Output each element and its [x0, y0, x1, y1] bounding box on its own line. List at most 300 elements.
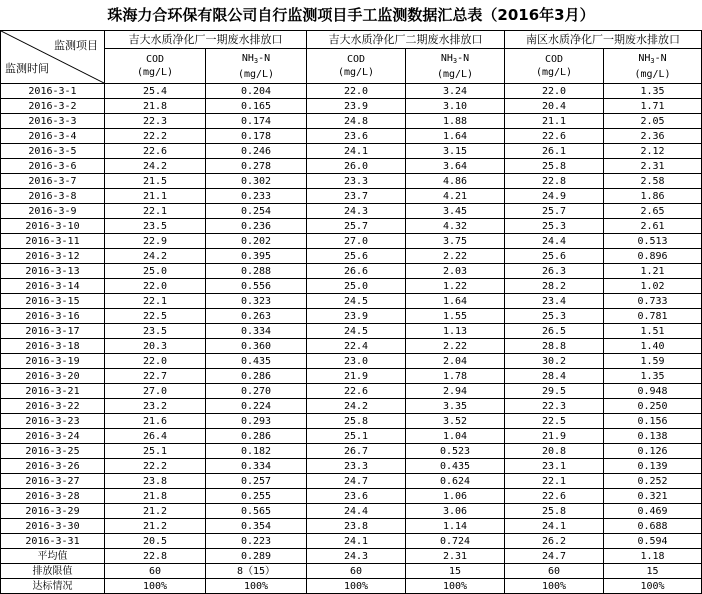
param-header-nh3n: [604, 49, 702, 84]
value-cell: 1.18: [604, 549, 702, 564]
value-cell: 22.6: [105, 144, 206, 159]
value-cell: 60: [307, 564, 406, 579]
table-row: [1, 129, 702, 144]
value-cell: 0.334: [206, 459, 307, 474]
value-cell: 2.03: [406, 264, 505, 279]
value-cell: 21.2: [105, 504, 206, 519]
value-cell: 0.733: [604, 294, 702, 309]
param-header-cod: [307, 49, 406, 84]
summary-row: [1, 549, 702, 564]
row-label-cell: 2016-3-29: [1, 504, 105, 519]
value-cell: 60: [505, 564, 604, 579]
value-cell: 23.6: [307, 129, 406, 144]
value-cell: 21.1: [105, 189, 206, 204]
value-cell: 22.6: [505, 129, 604, 144]
value-cell: 0.286: [206, 369, 307, 384]
value-cell: 21.5: [105, 174, 206, 189]
value-cell: 100%: [406, 579, 505, 594]
header-row-params: [1, 49, 702, 84]
value-cell: 23.3: [307, 174, 406, 189]
value-cell: 3.06: [406, 504, 505, 519]
value-cell: 3.35: [406, 399, 505, 414]
group-header-jida-phase1: 吉大水质净化厂一期废水排放口: [105, 31, 307, 49]
value-cell: 2.31: [406, 549, 505, 564]
row-label-cell: 2016-3-19: [1, 354, 105, 369]
value-cell: 23.6: [307, 489, 406, 504]
value-cell: 22.5: [505, 414, 604, 429]
table-row: [1, 189, 702, 204]
value-cell: 0.252: [604, 474, 702, 489]
row-label-cell: 平均值: [1, 549, 105, 564]
value-cell: 20.8: [505, 444, 604, 459]
table-row: [1, 444, 702, 459]
table-row: [1, 369, 702, 384]
value-cell: 22.0: [105, 354, 206, 369]
value-cell: 22.6: [505, 489, 604, 504]
value-cell: 1.55: [406, 309, 505, 324]
row-label-cell: 2016-3-13: [1, 264, 105, 279]
value-cell: 24.3: [307, 204, 406, 219]
value-cell: 0.469: [604, 504, 702, 519]
value-cell: 23.3: [307, 459, 406, 474]
value-cell: 0.270: [206, 384, 307, 399]
table-row: [1, 339, 702, 354]
value-cell: 22.3: [505, 399, 604, 414]
value-cell: 24.5: [307, 294, 406, 309]
value-cell: 21.2: [105, 519, 206, 534]
value-cell: 1.14: [406, 519, 505, 534]
unit-label: (mg/L): [634, 68, 671, 80]
value-cell: 100%: [604, 579, 702, 594]
value-cell: 0.182: [206, 444, 307, 459]
value-cell: 1.64: [406, 294, 505, 309]
table-row: [1, 99, 702, 114]
value-cell: 2.36: [604, 129, 702, 144]
table-row: [1, 309, 702, 324]
value-cell: 3.45: [406, 204, 505, 219]
value-cell: 100%: [307, 579, 406, 594]
nh3-label: $NH_3-N$: [638, 52, 667, 65]
value-cell: 2.94: [406, 384, 505, 399]
table-row: [1, 174, 702, 189]
param-header-cod: [105, 49, 206, 84]
table-row: [1, 219, 702, 234]
value-cell: 0.395: [206, 249, 307, 264]
value-cell: 3.15: [406, 144, 505, 159]
row-label-cell: 2016-3-4: [1, 129, 105, 144]
table-row: [1, 264, 702, 279]
value-cell: 1.35: [604, 84, 702, 99]
table-row: [1, 504, 702, 519]
table-row: [1, 114, 702, 129]
value-cell: 0.165: [206, 99, 307, 114]
group-header-jida-phase2: 吉大水质净化厂二期废水排放口: [307, 31, 505, 49]
table-row: [1, 489, 702, 504]
value-cell: 0.289: [206, 549, 307, 564]
corner-label-item: 监测项目: [54, 39, 98, 52]
value-cell: 23.5: [105, 324, 206, 339]
value-cell: 22.8: [505, 174, 604, 189]
value-cell: 28.8: [505, 339, 604, 354]
value-cell: 25.8: [307, 414, 406, 429]
value-cell: 25.1: [105, 444, 206, 459]
value-cell: 24.1: [307, 534, 406, 549]
value-cell: 0.278: [206, 159, 307, 174]
value-cell: 0.233: [206, 189, 307, 204]
value-cell: 1.71: [604, 99, 702, 114]
value-cell: 26.0: [307, 159, 406, 174]
value-cell: 20.5: [105, 534, 206, 549]
value-cell: 25.4: [105, 84, 206, 99]
nh3-label: $NH_3-N$: [440, 52, 470, 65]
value-cell: 24.9: [505, 189, 604, 204]
value-cell: 20.4: [505, 99, 604, 114]
value-cell: 0.126: [604, 444, 702, 459]
value-cell: 1.02: [604, 279, 702, 294]
table-row: [1, 384, 702, 399]
row-label-cell: 2016-3-24: [1, 429, 105, 444]
value-cell: 1.13: [406, 324, 505, 339]
row-label-cell: 2016-3-2: [1, 99, 105, 114]
row-label-cell: 2016-3-25: [1, 444, 105, 459]
table-row: [1, 429, 702, 444]
value-cell: 0.293: [206, 414, 307, 429]
value-cell: 23.4: [505, 294, 604, 309]
value-cell: 24.4: [307, 504, 406, 519]
value-cell: 1.88: [406, 114, 505, 129]
value-cell: 22.4: [307, 339, 406, 354]
value-cell: 26.3: [505, 264, 604, 279]
value-cell: 0.360: [206, 339, 307, 354]
value-cell: 0.624: [406, 474, 505, 489]
value-cell: 0.323: [206, 294, 307, 309]
value-cell: 2.22: [406, 249, 505, 264]
table-row: [1, 534, 702, 549]
value-cell: 24.7: [307, 474, 406, 489]
report-title: 珠海力合环保有限公司自行监测项目手工监测数据汇总表（2016年3月）: [107, 6, 595, 24]
value-cell: 22.5: [105, 309, 206, 324]
value-cell: 3.10: [406, 99, 505, 114]
value-cell: 24.2: [105, 249, 206, 264]
value-cell: 0.236: [206, 219, 307, 234]
cod-label: COD: [346, 54, 366, 65]
table-row: [1, 279, 702, 294]
cod-label: COD: [544, 54, 564, 65]
value-cell: 26.2: [505, 534, 604, 549]
value-cell: 1.22: [406, 279, 505, 294]
value-cell: 26.6: [307, 264, 406, 279]
value-cell: 0.174: [206, 114, 307, 129]
value-cell: 1.21: [604, 264, 702, 279]
row-label-cell: 2016-3-20: [1, 369, 105, 384]
value-cell: 1.06: [406, 489, 505, 504]
table-row: [1, 294, 702, 309]
unit-label: (mg/L): [237, 68, 275, 80]
value-cell: 24.3: [307, 549, 406, 564]
value-cell: 0.224: [206, 399, 307, 414]
value-cell: 0.286: [206, 429, 307, 444]
value-cell: 27.0: [307, 234, 406, 249]
value-cell: 22.1: [505, 474, 604, 489]
corner-header-cell: [1, 31, 105, 84]
value-cell: 8（15）: [206, 564, 307, 579]
value-cell: 0.435: [206, 354, 307, 369]
table-row: [1, 159, 702, 174]
row-label-cell: 2016-3-5: [1, 144, 105, 159]
value-cell: 0.139: [604, 459, 702, 474]
group-header-nanqu-phase1: 南区水质净化厂一期废水排放口: [505, 31, 702, 49]
row-label-cell: 2016-3-6: [1, 159, 105, 174]
value-cell: 23.0: [307, 354, 406, 369]
table-row: [1, 84, 702, 99]
value-cell: 0.556: [206, 279, 307, 294]
value-cell: 0.565: [206, 504, 307, 519]
table-row: [1, 234, 702, 249]
value-cell: 25.8: [505, 504, 604, 519]
table-row: [1, 459, 702, 474]
value-cell: 4.21: [406, 189, 505, 204]
row-label-cell: 2016-3-16: [1, 309, 105, 324]
value-cell: 60: [105, 564, 206, 579]
value-cell: 21.6: [105, 414, 206, 429]
value-cell: 25.1: [307, 429, 406, 444]
row-label-cell: 2016-3-31: [1, 534, 105, 549]
value-cell: 24.4: [505, 234, 604, 249]
value-cell: 0.688: [604, 519, 702, 534]
value-cell: 0.724: [406, 534, 505, 549]
value-cell: 23.2: [105, 399, 206, 414]
table-row: [1, 249, 702, 264]
value-cell: 3.24: [406, 84, 505, 99]
value-cell: 25.0: [307, 279, 406, 294]
value-cell: 2.61: [604, 219, 702, 234]
value-cell: 21.8: [105, 489, 206, 504]
value-cell: 0.513: [604, 234, 702, 249]
value-cell: 2.22: [406, 339, 505, 354]
value-cell: 3.52: [406, 414, 505, 429]
value-cell: 0.178: [206, 129, 307, 144]
value-cell: 24.1: [307, 144, 406, 159]
row-label-cell: 达标情况: [1, 579, 105, 594]
table-row: [1, 324, 702, 339]
value-cell: 25.7: [505, 204, 604, 219]
value-cell: 22.3: [105, 114, 206, 129]
value-cell: 24.7: [505, 549, 604, 564]
value-cell: 22.1: [105, 294, 206, 309]
value-cell: 24.2: [307, 399, 406, 414]
value-cell: 0.302: [206, 174, 307, 189]
value-cell: 24.5: [307, 324, 406, 339]
value-cell: 0.202: [206, 234, 307, 249]
value-cell: 0.255: [206, 489, 307, 504]
row-label-cell: 2016-3-28: [1, 489, 105, 504]
value-cell: 0.138: [604, 429, 702, 444]
value-cell: 0.435: [406, 459, 505, 474]
value-cell: 0.204: [206, 84, 307, 99]
value-cell: 27.0: [105, 384, 206, 399]
value-cell: 1.51: [604, 324, 702, 339]
value-cell: 1.35: [604, 369, 702, 384]
value-cell: 28.2: [505, 279, 604, 294]
unit-label: (mg/L): [535, 67, 573, 78]
summary-row: [1, 564, 702, 579]
table-row: [1, 519, 702, 534]
value-cell: 0.354: [206, 519, 307, 534]
value-cell: 23.9: [307, 99, 406, 114]
value-cell: 1.59: [604, 354, 702, 369]
row-label-cell: 2016-3-11: [1, 234, 105, 249]
value-cell: 2.12: [604, 144, 702, 159]
row-label-cell: 排放限值: [1, 564, 105, 579]
param-header-nh3n: [206, 49, 307, 84]
table-row: [1, 399, 702, 414]
value-cell: 0.246: [206, 144, 307, 159]
value-cell: 25.6: [505, 249, 604, 264]
row-label-cell: 2016-3-8: [1, 189, 105, 204]
value-cell: 0.334: [206, 324, 307, 339]
table-row: [1, 414, 702, 429]
value-cell: 1.64: [406, 129, 505, 144]
value-cell: 0.896: [604, 249, 702, 264]
row-label-cell: 2016-3-22: [1, 399, 105, 414]
value-cell: 2.58: [604, 174, 702, 189]
value-cell: 0.948: [604, 384, 702, 399]
value-cell: 24.1: [505, 519, 604, 534]
value-cell: 21.9: [307, 369, 406, 384]
value-cell: 22.1: [105, 204, 206, 219]
value-cell: 22.7: [105, 369, 206, 384]
value-cell: 15: [604, 564, 702, 579]
value-cell: 25.7: [307, 219, 406, 234]
value-cell: 4.32: [406, 219, 505, 234]
value-cell: 22.8: [105, 549, 206, 564]
value-cell: 2.65: [604, 204, 702, 219]
unit-label: (mg/L): [136, 67, 174, 78]
row-label-cell: 2016-3-30: [1, 519, 105, 534]
value-cell: 29.5: [505, 384, 604, 399]
value-cell: 26.1: [505, 144, 604, 159]
value-cell: 22.6: [307, 384, 406, 399]
value-cell: 25.0: [105, 264, 206, 279]
value-cell: 2.05: [604, 114, 702, 129]
value-cell: 1.40: [604, 339, 702, 354]
value-cell: 22.2: [105, 459, 206, 474]
header-row-groups: [1, 31, 702, 49]
value-cell: 25.8: [505, 159, 604, 174]
value-cell: 1.86: [604, 189, 702, 204]
value-cell: 20.3: [105, 339, 206, 354]
value-cell: 28.4: [505, 369, 604, 384]
table-row: [1, 204, 702, 219]
value-cell: 26.4: [105, 429, 206, 444]
value-cell: 22.0: [105, 279, 206, 294]
value-cell: 22.0: [505, 84, 604, 99]
corner-label-time: 监测时间: [5, 62, 49, 75]
unit-label: (mg/L): [436, 68, 474, 80]
value-cell: 23.8: [307, 519, 406, 534]
value-cell: 0.594: [604, 534, 702, 549]
nh3-label: $NH_3-N$: [241, 52, 271, 65]
value-cell: 25.3: [505, 219, 604, 234]
row-label-cell: 2016-3-1: [1, 84, 105, 99]
value-cell: 23.7: [307, 189, 406, 204]
value-cell: 0.223: [206, 534, 307, 549]
table-row: [1, 144, 702, 159]
row-label-cell: 2016-3-14: [1, 279, 105, 294]
unit-label: (mg/L): [337, 67, 375, 78]
value-cell: 26.7: [307, 444, 406, 459]
value-cell: 2.04: [406, 354, 505, 369]
value-cell: 22.0: [307, 84, 406, 99]
value-cell: 21.9: [505, 429, 604, 444]
monitoring-table: [0, 30, 702, 594]
value-cell: 23.1: [505, 459, 604, 474]
row-label-cell: 2016-3-7: [1, 174, 105, 189]
value-cell: 23.5: [105, 219, 206, 234]
value-cell: 100%: [105, 579, 206, 594]
value-cell: 4.86: [406, 174, 505, 189]
value-cell: 3.64: [406, 159, 505, 174]
value-cell: 0.257: [206, 474, 307, 489]
param-header-cod: [505, 49, 604, 84]
row-label-cell: 2016-3-17: [1, 324, 105, 339]
row-label-cell: 2016-3-15: [1, 294, 105, 309]
value-cell: 100%: [505, 579, 604, 594]
value-cell: 0.288: [206, 264, 307, 279]
value-cell: 26.5: [505, 324, 604, 339]
row-label-cell: 2016-3-3: [1, 114, 105, 129]
value-cell: 15: [406, 564, 505, 579]
value-cell: 22.2: [105, 129, 206, 144]
value-cell: 21.1: [505, 114, 604, 129]
value-cell: 25.3: [505, 309, 604, 324]
row-label-cell: 2016-3-10: [1, 219, 105, 234]
value-cell: 1.04: [406, 429, 505, 444]
value-cell: 30.2: [505, 354, 604, 369]
value-cell: 22.9: [105, 234, 206, 249]
value-cell: 21.8: [105, 99, 206, 114]
value-cell: 23.8: [105, 474, 206, 489]
row-label-cell: 2016-3-21: [1, 384, 105, 399]
value-cell: 23.9: [307, 309, 406, 324]
table-row: [1, 474, 702, 489]
row-label-cell: 2016-3-9: [1, 204, 105, 219]
value-cell: 3.75: [406, 234, 505, 249]
value-cell: 24.2: [105, 159, 206, 174]
param-header-nh3n: [406, 49, 505, 84]
table-row: [1, 354, 702, 369]
value-cell: 0.156: [604, 414, 702, 429]
value-cell: 1.78: [406, 369, 505, 384]
row-label-cell: 2016-3-23: [1, 414, 105, 429]
value-cell: 100%: [206, 579, 307, 594]
value-cell: 0.250: [604, 399, 702, 414]
value-cell: 24.8: [307, 114, 406, 129]
row-label-cell: 2016-3-12: [1, 249, 105, 264]
cod-label: COD: [145, 54, 165, 65]
value-cell: 0.254: [206, 204, 307, 219]
row-label-cell: 2016-3-26: [1, 459, 105, 474]
value-cell: 0.781: [604, 309, 702, 324]
value-cell: 0.523: [406, 444, 505, 459]
value-cell: 2.31: [604, 159, 702, 174]
value-cell: 0.263: [206, 309, 307, 324]
summary-row: [1, 579, 702, 594]
value-cell: 25.6: [307, 249, 406, 264]
row-label-cell: 2016-3-27: [1, 474, 105, 489]
row-label-cell: 2016-3-18: [1, 339, 105, 354]
value-cell: 0.321: [604, 489, 702, 504]
